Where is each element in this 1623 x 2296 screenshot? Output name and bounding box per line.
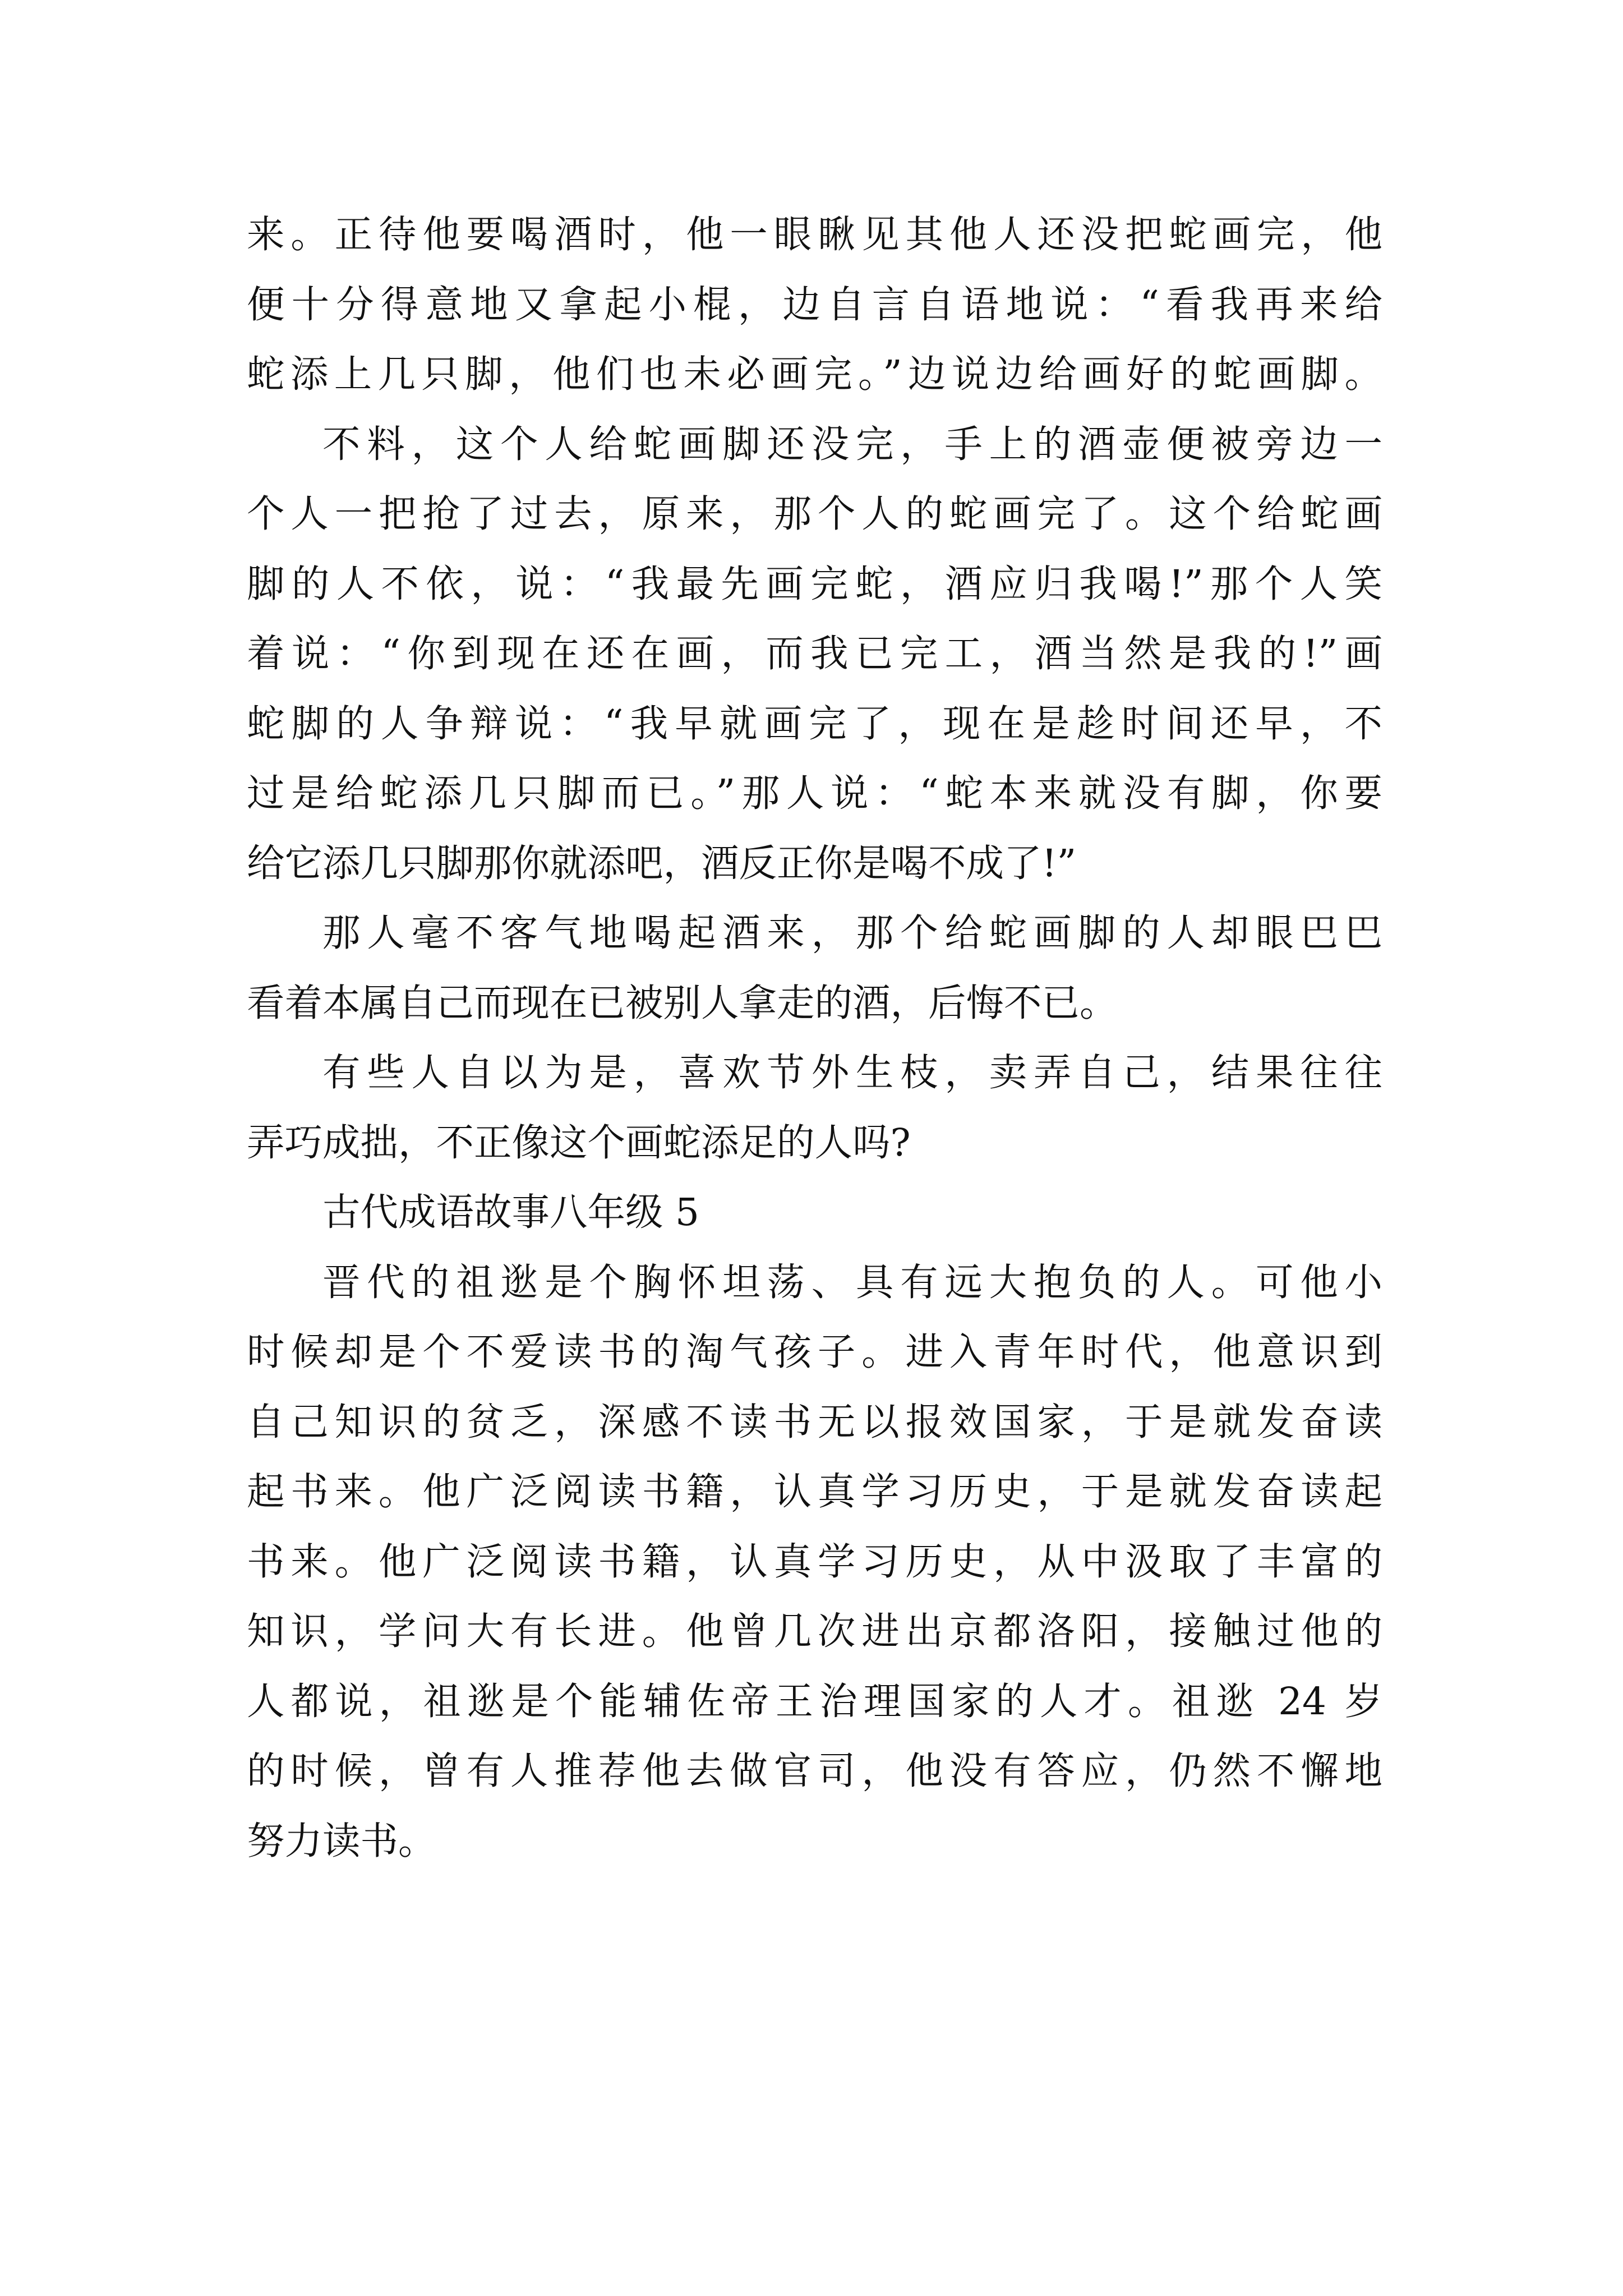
text-line: 时候却是个不爱读书的淘气孩子。进入青年时代，他意识到 [247, 1329, 1382, 1374]
text-line: 书来。他广泛阅读书籍，认真学习历史，从中汲取了丰富的 [247, 1539, 1382, 1584]
text-line: 晋代的祖逖是个胸怀坦荡、具有远大抱负的人。可他小 [322, 1259, 1382, 1304]
text-line: 自己知识的贫乏，深感不读书无以报效国家，于是就发奋读 [247, 1399, 1382, 1444]
text-line: 那人毫不客气地喝起酒来，那个给蛇画脚的人却眼巴巴 [322, 910, 1382, 955]
text-line: 过是给蛇添几只脚而已。”那人说：“蛇本来就没有脚，你要 [247, 771, 1382, 815]
text-line: 起书来。他广泛阅读书籍，认真学习历史，于是就发奋读起 [247, 1469, 1382, 1513]
text-line: 知识，学问大有长进。他曾几次进出京都洛阳，接触过他的 [247, 1609, 1382, 1653]
text-line: 看着本属自己而现在已被别人拿走的酒，后悔不已。 [247, 980, 1118, 1025]
text-line: 着说：“你到现在还在画，而我已完工，酒当然是我的!”画 [247, 631, 1382, 675]
text-line: 个人一把抢了过去，原来，那个人的蛇画完了。这个给蛇画 [247, 491, 1382, 536]
text-line: 人都说，祖逖是个能辅佐帝王治理国家的人才。祖逖 24 岁 [247, 1678, 1382, 1723]
text-line: 有些人自以为是，喜欢节外生枝，卖弄自己，结果往往 [322, 1050, 1382, 1094]
text-line: 弄巧成拙，不正像这个画蛇添足的人吗? [247, 1120, 911, 1165]
body-text [247, 200, 1382, 1876]
text-line: 努力读书。 [247, 1818, 436, 1863]
text-line: 脚的人不依，说：“我最先画完蛇，酒应归我喝!”那个人笑 [247, 561, 1382, 606]
text-line: 蛇添上几只脚，他们也未必画完。”边说边给画好的蛇画脚。 [247, 352, 1382, 396]
text-line: 来。正待他要喝酒时，他一眼瞅见其他人还没把蛇画完，他 [247, 212, 1382, 256]
text-line: 不料，这个人给蛇画脚还没完，手上的酒壶便被旁边一 [322, 421, 1382, 466]
text-line: 的时候，曾有人推荐他去做官司，他没有答应，仍然不懈地 [247, 1749, 1382, 1793]
text-line: 便十分得意地又拿起小棍，边自言自语地说：“看我再来给 [247, 282, 1382, 326]
text-line: 给它添几只脚那你就添吧，酒反正你是喝不成了!” [247, 840, 1077, 885]
text-line: 蛇脚的人争辩说：“我早就画完了，现在是趁时间还早，不 [247, 701, 1382, 746]
text-line: 古代成语故事八年级 5 [322, 1190, 699, 1234]
